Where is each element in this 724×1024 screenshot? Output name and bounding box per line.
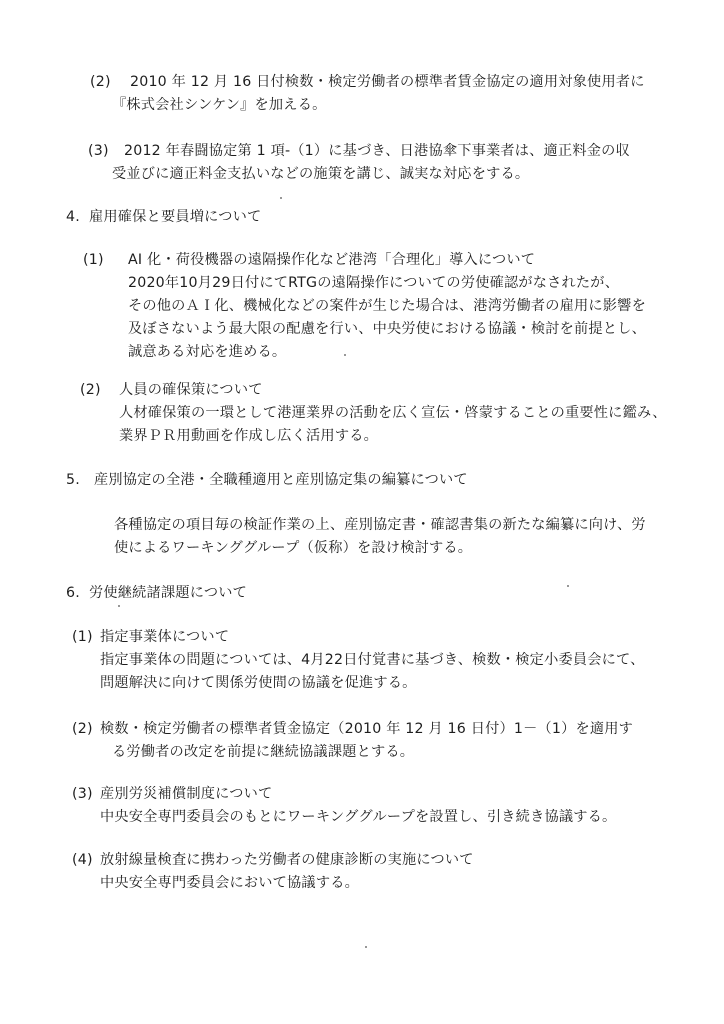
item-title: 放射線量検査に携わった労働者の健康診断の実施について (100, 852, 474, 868)
item-title: 指定事業体について (100, 629, 230, 645)
item-text-line: その他のＡＩ化、機械化などの案件が生じた場合は、港湾労働者の雇用に影響を (128, 298, 646, 314)
clause-marker: (2) (90, 74, 111, 90)
item-text-line: 指定事業体の問題については、4月22日付覚書に基づき、検数・検定小委員会にて、 (100, 652, 645, 668)
clause-marker: (3) (88, 143, 109, 159)
scan-speck (365, 946, 367, 948)
item-text-line: 業界ＰＲ用動画を作成し広く活用する。 (119, 428, 378, 444)
item-marker: (3) (72, 786, 93, 802)
item-text-line: 人材確保策の一環として港運業界の活動を広く宣伝・啓蒙することの重要性に鑑み、 (119, 405, 667, 421)
scan-speck (280, 197, 282, 199)
section-text-line: 使によるワーキンググループ（仮称）を設け検討する。 (114, 540, 473, 556)
item-text-line: 誠意ある対応を進める。 (128, 344, 287, 360)
item-title: 産別労災補償制度について (100, 786, 273, 802)
scan-speck (344, 354, 346, 356)
item-text-line: 2020年10月29日付にてRTGの遠隔操作についての労使確認がなされたが、 (128, 275, 620, 291)
item-marker: (2) (80, 382, 101, 398)
item-title: 人員の確保策について (119, 382, 263, 398)
section-text-line: 各種協定の項目毎の検証作業の上、産別協定書・確認書集の新たな編纂に向け、労 (114, 517, 646, 533)
section-title: 雇用確保と要員増について (89, 209, 262, 225)
clause-text-line: 2010 年 12 月 16 日付検数・検定労働者の標準者賃金協定の適用対象使用者に (130, 74, 645, 90)
item-marker: (1) (72, 629, 93, 645)
item-title: AI 化・荷役機器の遠隔操作化など港湾「合理化」導入について (128, 252, 536, 268)
item-text-line: 問題解決に向けて関係労使間の協議を促進する。 (100, 675, 417, 691)
item-text-line: 及ぼさないよう最大限の配慮を行い、中央労使における協議・検討を前提とし、 (128, 321, 646, 337)
clause-text-line: 受並びに適正料金支払いなどの施策を講じ、誠実な対応をする。 (112, 166, 530, 182)
scan-speck (567, 585, 569, 587)
item-marker: (1) (83, 252, 104, 268)
section-number: 6. (66, 585, 80, 601)
section-title: 産別協定の全港・全職種適用と産別協定集の編纂について (94, 472, 468, 488)
clause-text-line: 『株式会社シンケン』を加える。 (112, 97, 327, 113)
item-text-line: 中央安全専門委員会のもとにワーキンググループを設置し、引き続き協議する。 (100, 809, 617, 825)
section-title: 労使継続諸課題について (89, 585, 247, 601)
section-number: 5. (66, 472, 80, 488)
scan-speck (118, 605, 120, 607)
item-text-line: る労働者の改定を前提に継続協議課題とする。 (112, 744, 415, 760)
item-marker: (2) (72, 721, 93, 737)
item-marker: (4) (72, 852, 93, 868)
section-number: 4. (66, 209, 80, 225)
item-text-line: 中央安全専門委員会において協議する。 (100, 875, 359, 891)
clause-text-line: 2012 年春闘協定第 1 項-（1）に基づき、日港協傘下事業者は、適正料金の収 (124, 143, 630, 159)
item-title: 検数・検定労働者の標準者賃金協定（2010 年 12 月 16 日付）1－（1）を適用す (100, 721, 634, 737)
